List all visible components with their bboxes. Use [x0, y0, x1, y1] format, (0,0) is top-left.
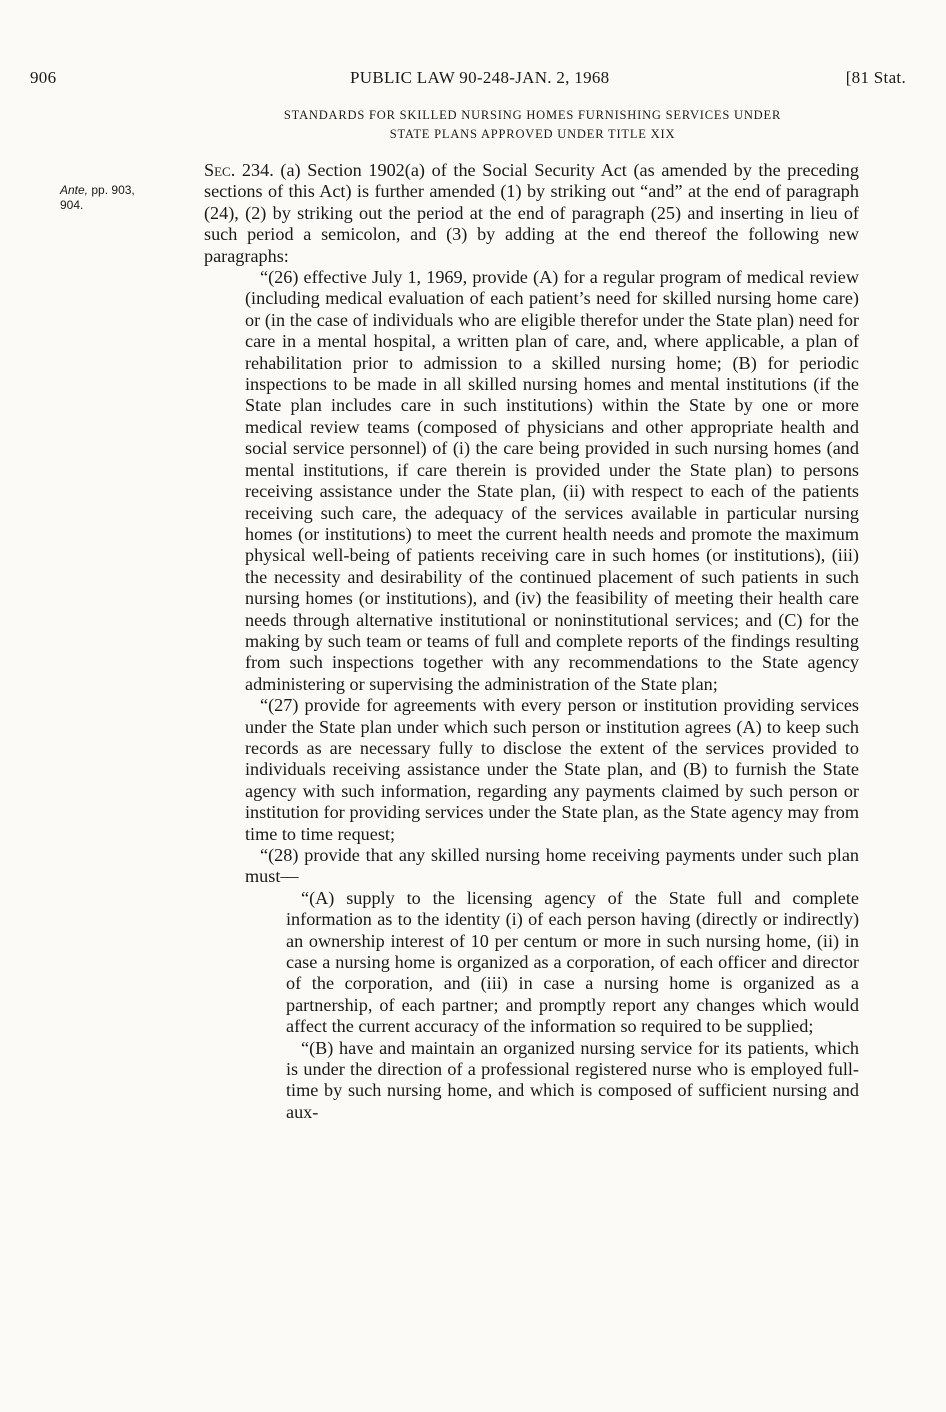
section-intro: [204, 160, 859, 267]
paragraph-26: “(26) effective July 1, 1969, provide (A) for a regular program of medical review (including medical evaluation of each patient’s need for skilled nursing home care) or (in the case of individuals who are eligible therefor under the State plan) need for care in a mental hospital, a written plan of care, and, where applicable, a plan of rehabilitation prior to admission to a skilled nursing home; (B) for periodic inspections to be made in all skilled nursing homes and mental institutions (if the State plan includes care in such institutions) within the State by one or more medical review teams (composed of physicians and other appropriate health and social service personnel) of (i) the care being provided in such nursing homes (and mental institutions, if care therein is provided under the State plan) to persons receiving assistance under the State plan, (ii) with respect to each of the patients receiving such care, the adequacy of the services available in particular nursing homes (or institutions) to meet the current health needs and promote the maximum physical well-being of patients receiving care in such homes (or institutions), (iii) the necessity and desirability of the continued placement of such patients in such nursing homes (or institutions), and (iv) the feasibility of meeting their health care needs through alternative institutional or noninstitutional services; and (C) for the making by such team or teams of full and complete reports of the findings resulting from such inspections together with any recommendations to the State agency administering or supervising the administration of the State plan;: [245, 267, 859, 694]
page-number: 906: [30, 68, 57, 87]
margin-note-cont: 904.: [60, 198, 84, 212]
paragraph-27: “(27) provide for agreements with every person or institution providing services under the State plan under which such person or institution agrees (A) to keep such records as are necessary fully to disclose the extent of the services provided to individuals receiving assistance under the State plan, and (B) to furnish the State agency with such information, regarding any payments claimed by such person or institution for providing services under the State plan, as the State agency may from time to time request;: [245, 695, 859, 844]
running-header: [30, 68, 906, 92]
section-heading: [200, 106, 865, 144]
paragraph-28: “(28) provide that any skilled nursing home receiving payments under such plan must—: [245, 845, 859, 887]
section-heading-line-1: STANDARDS FOR SKILLED NURSING HOMES FURNISHING SERVICES UNDER: [283, 108, 782, 122]
paragraph-28-b: “(B) have and maintain an organized nursing service for its patients, which is under the direction of a professional registered nurse who is employed full-time by such nursing home, and which is composed of sufficient nursing and aux-: [286, 1037, 859, 1122]
margin-note-pages: pp. 903,: [91, 183, 135, 197]
margin-note: [60, 183, 190, 213]
statute-reference: [81 Stat.: [845, 68, 906, 87]
margin-note-ante: Ante,: [60, 183, 89, 197]
body-text: [204, 160, 859, 1123]
paragraph-28-a: “(A) supply to the licensing agency of the State full and complete information as to the identity (i) of each person having (directly or indirectly) an ownership interest of 10 per centum or more in such nursing home, (ii) in case a nursing home is organized as a corporation, of each officer and director of the corporation, and (iii) in case a nursing home is organized as a partnership, of each partner; and promptly report any changes which would affect the current accuracy of the information so required to be supplied;: [286, 887, 859, 1037]
section-label: Sec.: [204, 160, 236, 180]
section-intro-text: 234. (a) Section 1902(a) of the Social Security Act (as amended by the preceding sections of this Act) is further amended (1) by striking out “and” at the end of paragraph (24), (2) by striking out the period at the end of paragraph (25) and inserting in lieu of such period a semicolon, and (3) by adding at the end thereof the following new paragraphs:: [204, 160, 859, 266]
section-heading-line-2: STATE PLANS APPROVED UNDER TITLE XIX: [389, 127, 676, 141]
law-title: PUBLIC LAW 90-248-JAN. 2, 1968: [350, 68, 610, 87]
